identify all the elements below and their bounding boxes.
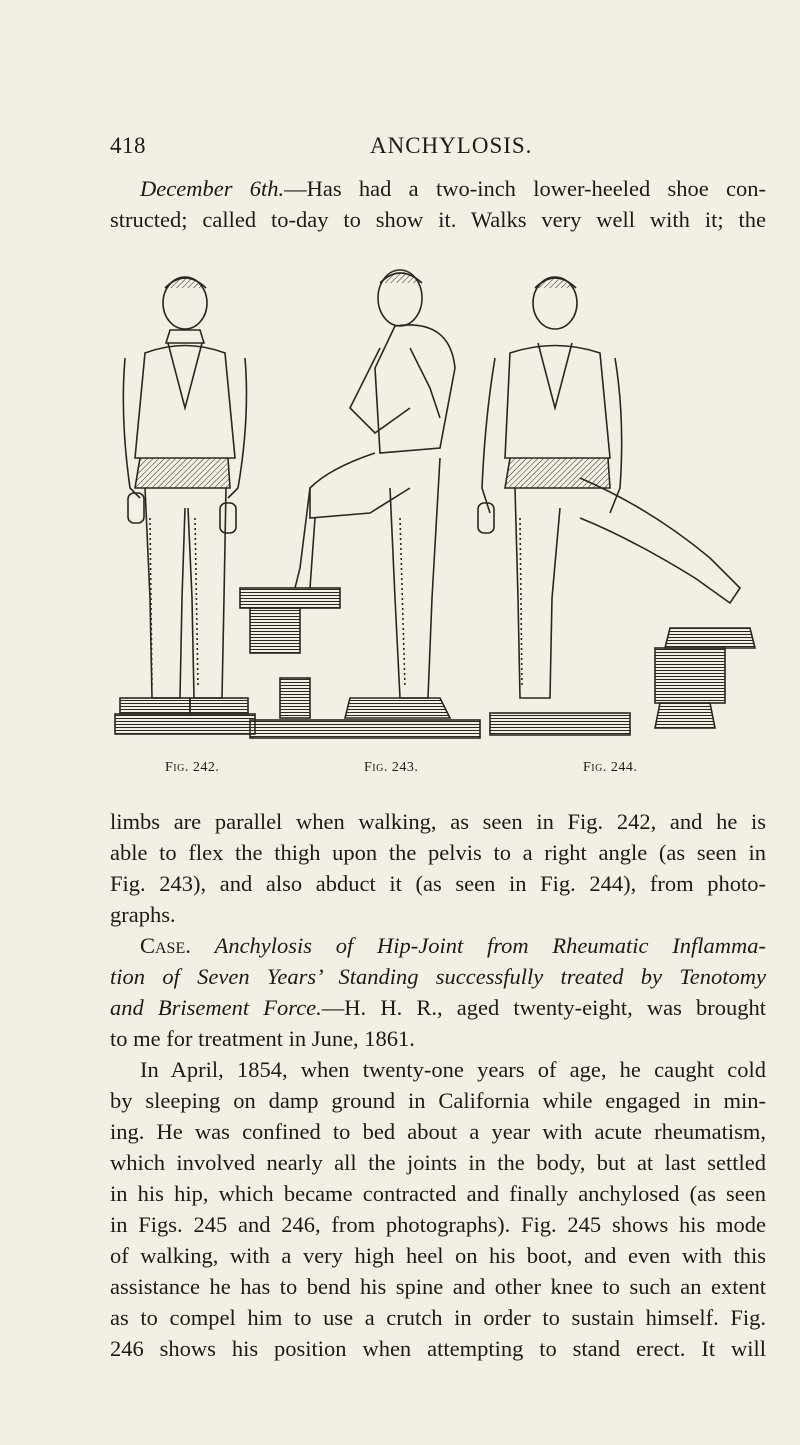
text-line: In April, 1854, when twenty-one years of age, he caught cold xyxy=(140,1057,766,1082)
figure-244-caption: Fig. 244. xyxy=(583,760,638,775)
running-head: ANCHYLOSIS. xyxy=(370,133,533,158)
text-line: as to compel him to use a crutch in order to sustain himself. Fig. xyxy=(110,1305,766,1330)
case-title-part-3: and Brisement Force. xyxy=(110,995,322,1020)
text-line: Fig. 243), and also abduct it (as seen in Fig. 244), from photo- xyxy=(110,871,766,896)
text-line: of walking, with a very high heel on his boot, and even with this xyxy=(110,1243,766,1268)
intro-date: December 6th. xyxy=(140,176,285,201)
figure-243-caption: Fig. 243. xyxy=(364,760,419,775)
case-title-part-2: tion of Seven Years’ Standing successfully treated by Tenotomy xyxy=(110,964,766,989)
figure-242-caption: Fig. 242. xyxy=(165,760,220,775)
text-line: in his hip, which became contracted and finally anchylosed (as seen xyxy=(110,1181,766,1206)
case-label: Case. xyxy=(140,933,191,958)
case-text-rest: —H. H. R., aged twenty-eight, was brought xyxy=(321,995,766,1020)
paragraph-limbs xyxy=(110,806,766,930)
text-line: graphs. xyxy=(110,902,176,927)
text-line: 246 shows his position when attempting to stand erect. It will xyxy=(110,1336,766,1361)
case-title-line-3 xyxy=(110,992,766,1023)
text-line: able to flex the thigh upon the pelvis to a right angle (as seen in xyxy=(110,840,766,865)
intro-paragraph xyxy=(110,173,766,235)
page-header xyxy=(110,133,750,163)
intro-line-1-text: —Has had a two-inch lower-heeled shoe con- xyxy=(284,176,767,201)
figure-243-illustration xyxy=(240,270,480,738)
paragraph-case xyxy=(110,930,766,1054)
text-line: which involved nearly all the joints in the body, but at last settled xyxy=(110,1150,766,1175)
text-line: ing. He was confined to bed about a year with acute rheumatism, xyxy=(110,1119,766,1144)
case-title-part-1: Anchylosis of Hip-Joint from Rheumatic Inflamma- xyxy=(214,933,766,958)
text-line: to me for treatment in June, 1861. xyxy=(110,1026,415,1051)
figures-plate xyxy=(110,258,770,778)
intro-line-2: structed; called to-day to show it. Walks very well with it; the xyxy=(110,207,766,232)
intro-line-1 xyxy=(110,173,766,204)
page-number: 418 xyxy=(110,133,146,158)
figure-illustrations xyxy=(110,258,770,758)
text-line: limbs are parallel when walking, as seen in Fig. 242, and he is xyxy=(110,809,766,834)
figure-242-illustration xyxy=(115,277,255,734)
case-title-line-2 xyxy=(110,961,766,992)
case-title-line-1 xyxy=(110,930,766,961)
text-line: by sleeping on damp ground in California while engaged in min- xyxy=(110,1088,766,1113)
paragraph-history xyxy=(110,1054,766,1364)
text-line: in Figs. 245 and 246, from photographs). Fig. 245 shows his mode xyxy=(110,1212,766,1237)
figure-244-illustration xyxy=(478,277,755,735)
text-line: assistance he has to bend his spine and other knee to such an extent xyxy=(110,1274,766,1299)
